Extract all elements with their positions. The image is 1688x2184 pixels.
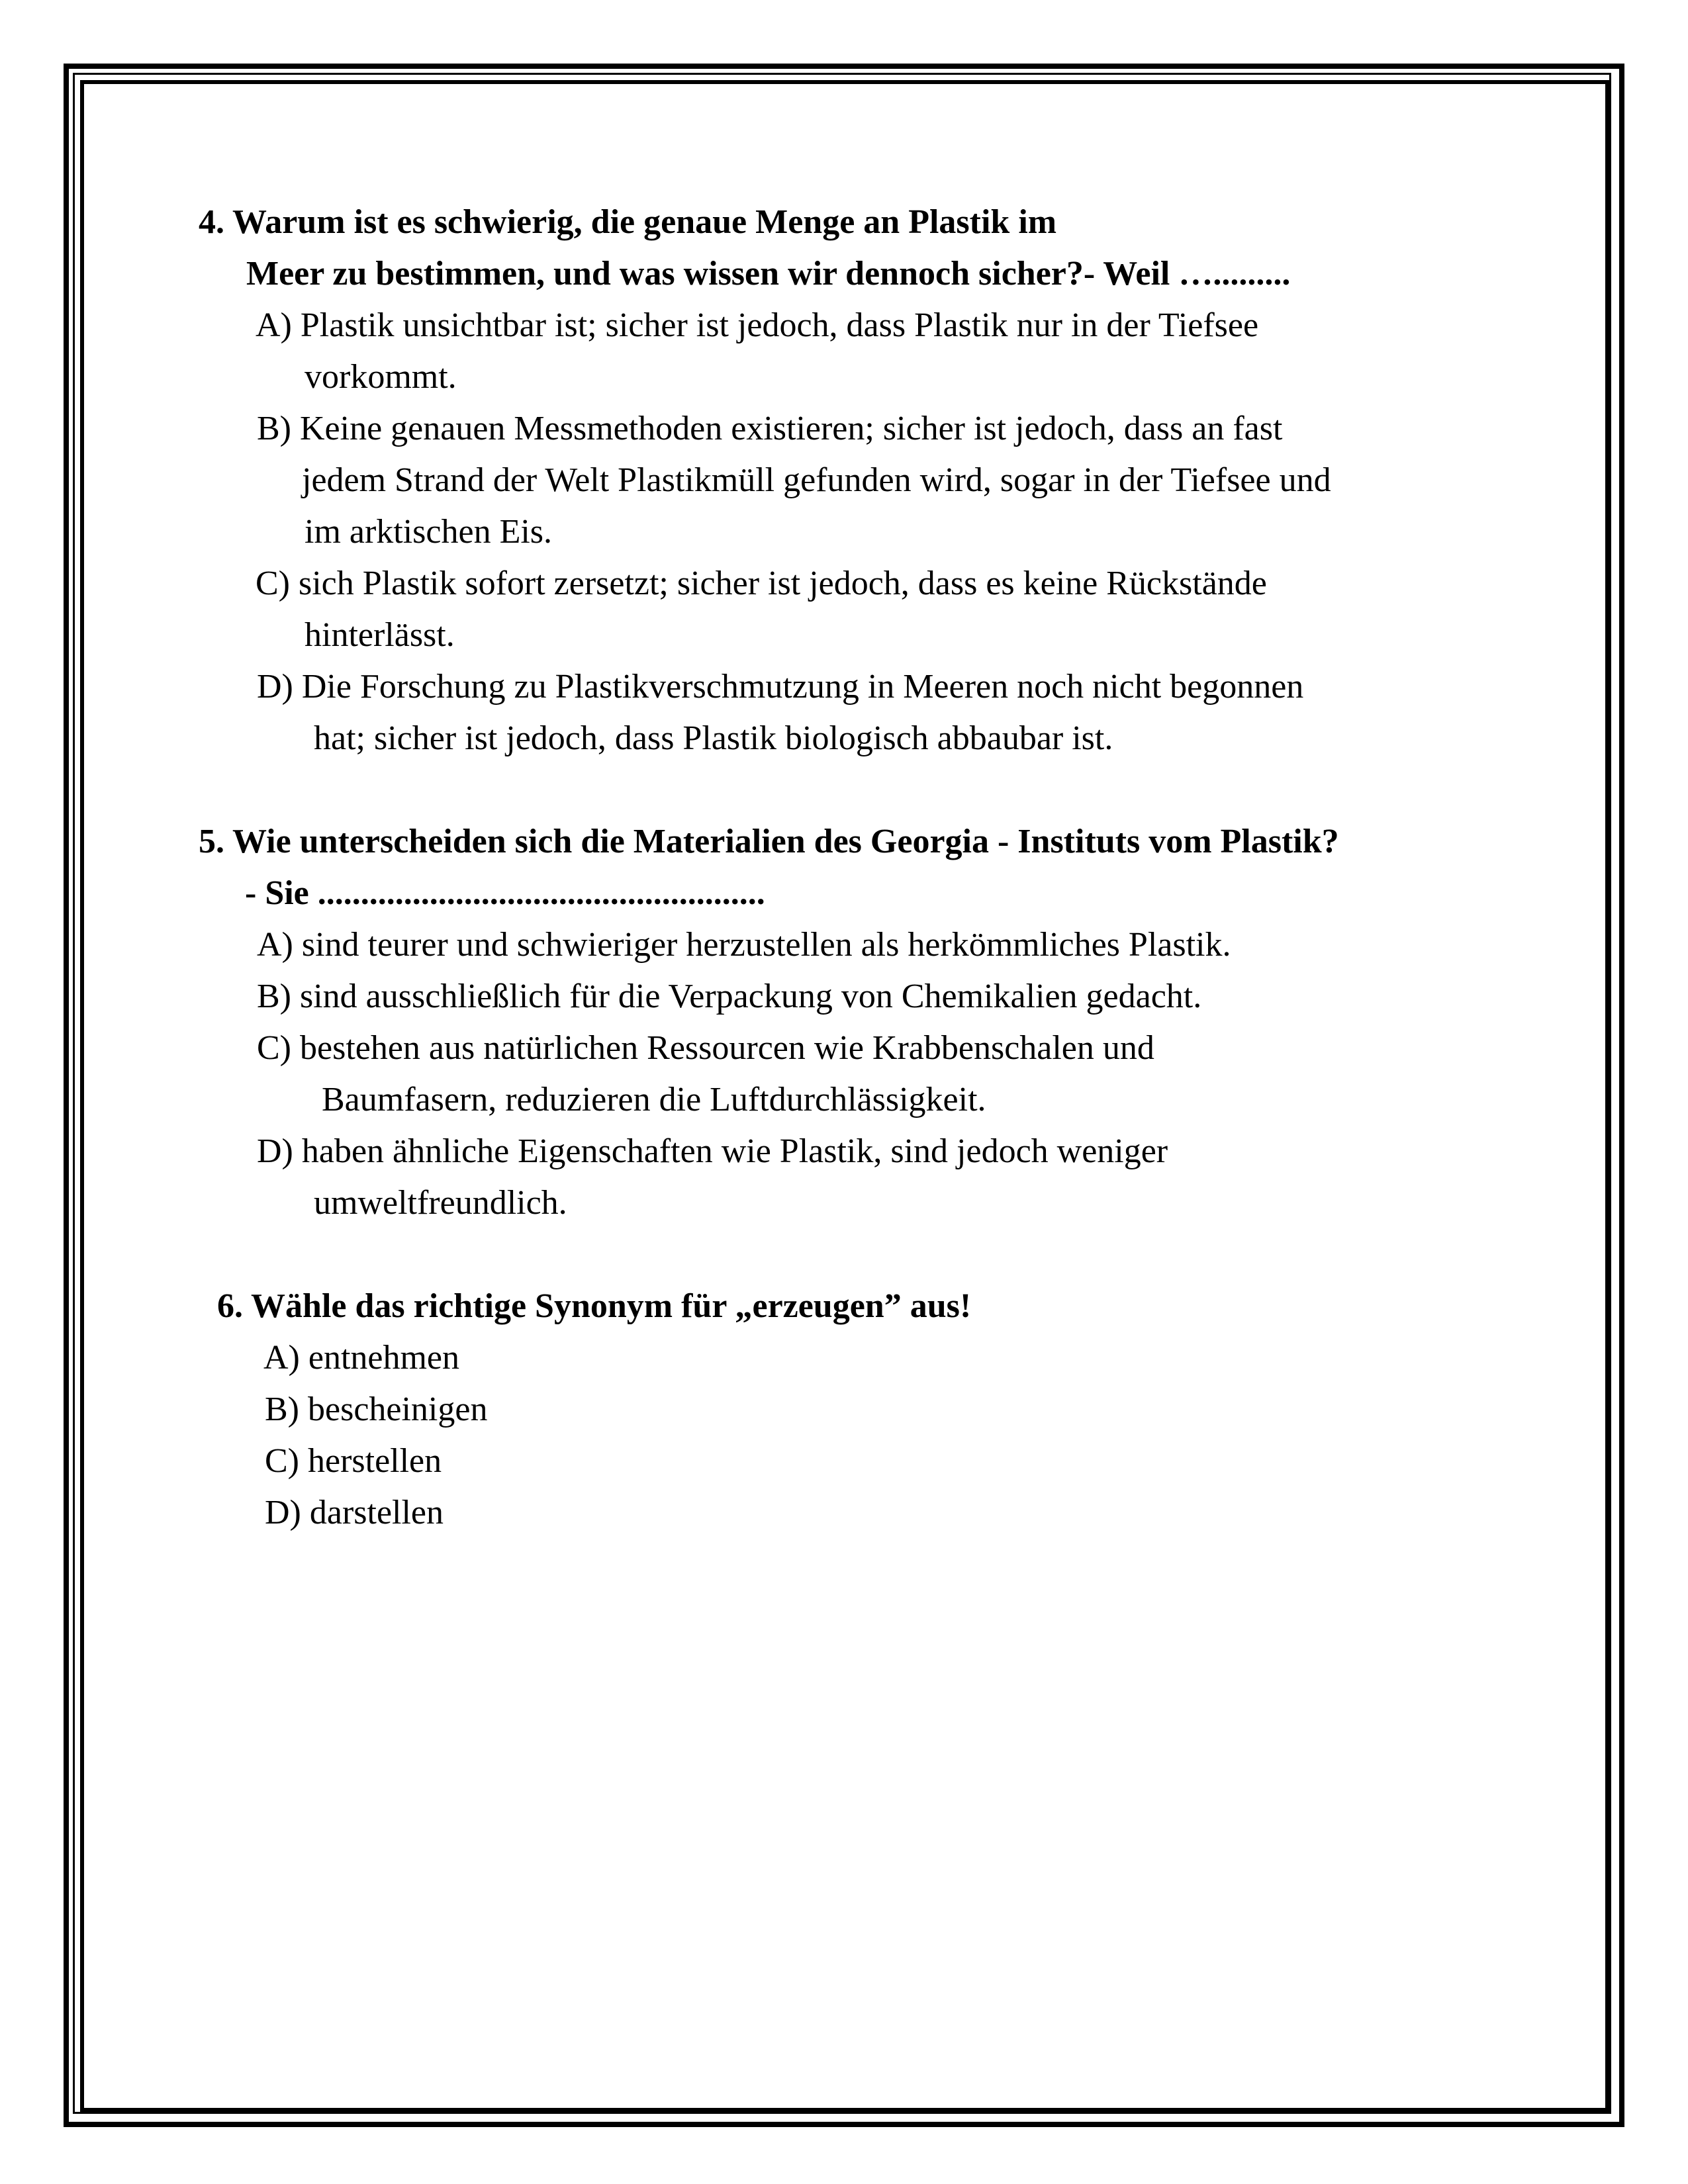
question-5-stem-line-2: - Sie .................................................... <box>245 874 765 912</box>
question-6-option-d[interactable]: D) darstellen <box>265 1494 444 1531</box>
question-6-option-a[interactable]: A) entnehmen <box>263 1339 460 1377</box>
question-4-option-a-line-2: vorkommt. <box>305 358 457 396</box>
question-4-option-c-line-2: hinterlässt. <box>305 616 455 654</box>
question-4-stem-line-1: 4. Warum ist es schwierig, die genaue Menge an Plastik im <box>199 203 1057 241</box>
question-5-stem-line-1: 5. Wie unterscheiden sich die Materialien des Georgia - Instituts vom Plastik? <box>199 823 1339 860</box>
question-4-option-d-line-1[interactable]: D) Die Forschung zu Plastikverschmutzung in Meeren noch nicht begonnen <box>257 668 1304 705</box>
question-5-option-c-line-1[interactable]: C) bestehen aus natürlichen Ressourcen wie Krabbenschalen und <box>257 1029 1154 1067</box>
question-4-option-b-line-2: jedem Strand der Welt Plastikmüll gefunden wird, sogar in der Tiefsee und <box>302 461 1331 499</box>
question-4-option-c-line-1[interactable]: C) sich Plastik sofort zersetzt; sicher ist jedoch, dass es keine Rückstände <box>256 565 1267 602</box>
question-4-option-b-line-3: im arktischen Eis. <box>305 513 553 551</box>
question-5-option-c-line-2: Baumfasern, reduzieren die Luftdurchlässigkeit. <box>322 1081 986 1118</box>
question-6-option-c[interactable]: C) herstellen <box>265 1442 442 1480</box>
question-5-option-a[interactable]: A) sind teurer und schwieriger herzustellen als herkömmliches Plastik. <box>257 926 1231 964</box>
question-6-stem: 6. Wähle das richtige Synonym für „erzeugen” aus! <box>217 1287 972 1325</box>
question-4-stem-line-2: Meer zu bestimmen, und was wissen wir dennoch sicher?- Weil …......... <box>246 255 1291 293</box>
question-4-option-b-line-1[interactable]: B) Keine genauen Messmethoden existieren; sicher ist jedoch, dass an fast <box>257 410 1283 447</box>
question-5-option-d-line-2: umweltfreundlich. <box>314 1184 567 1222</box>
question-4-option-d-line-2: hat; sicher ist jedoch, dass Plastik biologisch abbaubar ist. <box>314 719 1113 757</box>
question-5-option-b[interactable]: B) sind ausschließlich für die Verpackung von Chemikalien gedacht. <box>257 978 1202 1015</box>
question-5-option-d-line-1[interactable]: D) haben ähnliche Eigenschaften wie Plastik, sind jedoch weniger <box>257 1132 1168 1170</box>
question-6-option-b[interactable]: B) bescheinigen <box>265 1390 488 1428</box>
question-4-option-a-line-1[interactable]: A) Plastik unsichtbar ist; sicher ist jedoch, dass Plastik nur in der Tiefsee <box>256 306 1259 344</box>
